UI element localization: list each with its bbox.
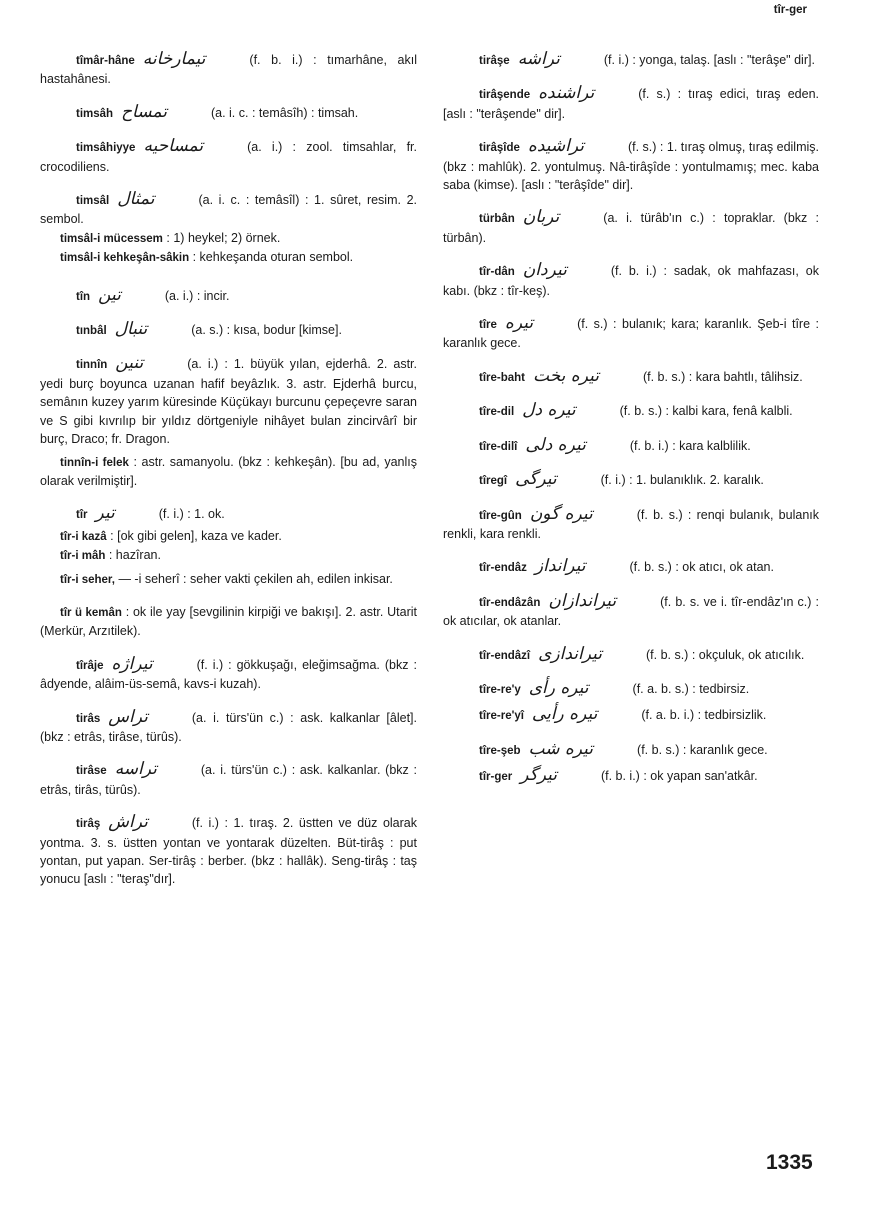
arabic-script: تيراندازان — [548, 590, 617, 611]
dictionary-entry — [443, 557, 819, 577]
definition: (f. i.) : gökkuşağı, eleğimsağma. (bkz : âdyende, alâim-üs-semâ, kavs-i kuzah). — [40, 657, 417, 692]
headword: tirâse — [76, 765, 107, 778]
definition: : 1) heykel; 2) örnek. — [166, 230, 281, 245]
arabic-script: تمساحيه — [143, 136, 204, 157]
left-column — [40, 50, 417, 889]
headword: tirâşîde — [479, 142, 520, 155]
arabic-script: تيره دل — [522, 400, 576, 421]
definition: (a. i. türs'ün c.) : ask. kalkanlar. (bkz : etrâs, tirâs, türûs). — [40, 763, 417, 797]
headword: tîr-i seher, — [60, 573, 115, 586]
headword: tîre-gûn — [479, 509, 522, 522]
headword: tirâs — [76, 712, 101, 725]
dictionary-entry — [40, 546, 417, 565]
headword: tîmâr-hâne — [76, 55, 135, 67]
dictionary-entry — [443, 679, 819, 699]
headword: tîr-ger — [479, 771, 513, 784]
dictionary-entry — [443, 314, 819, 353]
definition: (f. b. i.) : sadak, ok mahfazası, ok kabı. (bkz : tîr-keş). — [443, 264, 819, 298]
arabic-script: تربان — [522, 207, 560, 228]
definition: (f. i.) : yonga, talaş. [aslı : "terâşe" dir]. — [603, 53, 815, 67]
arabic-script: تيره شب — [528, 738, 594, 759]
running-head: tîr-ger — [773, 4, 807, 16]
arabic-script: تيرانداز — [534, 556, 586, 577]
arabic-script: تين — [98, 284, 121, 305]
definition: (a. i.) : 1. büyük yılan, ejderhâ. 2. astr. yedi burç boyunca uzanan hafif beyâzlık. 3. astr. Ejderhâ burcu, semânın kuzey yarım küresinde Küçükayı burcunu çepeçevre saran ve S gibi kıvrılıp bir yıldız dörtgeniyle nihâyet bulan zincirvârî bir burç, Draco; fr. Dragon. — [40, 357, 417, 447]
definition: (f. i.) : 1. bulanıklık. 2. karalık. — [600, 473, 764, 488]
headword: tîre-dil — [479, 406, 515, 419]
right-column — [443, 50, 819, 787]
dictionary-entry — [40, 504, 417, 524]
headword: tirâşe — [479, 55, 510, 67]
headword: tîr-endâzî — [479, 649, 531, 662]
definition: (f. b. i.) : ok yapan san'atkâr. — [600, 769, 758, 784]
definition: (f. s.) : 1. tıraş olmuş, tıraş edilmiş. (bkz : mahlûk). 2. yontulmuş. Nâ-tirâşîde : yontulmamış; mec. kaba saba (kimse). [aslı : "terâşîde" dir]. — [443, 140, 819, 193]
definition: — -i seherî : seher vakti çekilen ah, edilen inkisar. — [118, 571, 393, 586]
dictionary-entry — [40, 137, 417, 176]
definition: : [ok gibi gelen], kaza ve kader. — [110, 528, 282, 543]
headword: tirâşende — [479, 89, 531, 102]
arabic-script: تنين — [115, 353, 144, 374]
arabic-script: تراسه — [114, 759, 157, 780]
definition: (a. i. türâb'ın c.) : topraklar. (bkz : türbân). — [443, 211, 819, 245]
headword: tinnîn — [76, 359, 108, 372]
dictionary-entry — [40, 229, 417, 248]
dictionary-entry — [443, 505, 819, 544]
definition: (f. b. s.) : kara bahtlı, tâlihsiz. — [642, 369, 803, 384]
headword: tîr-endâzân — [479, 596, 541, 609]
dictionary-entry — [40, 320, 417, 340]
headword: tinnîn-i felek — [60, 456, 129, 469]
dictionary-entry — [443, 208, 819, 247]
headword: tîre-şeb — [479, 744, 521, 757]
arabic-script: تنبال — [114, 319, 148, 340]
headword: timsâl-i kehkeşân-sâkin — [60, 252, 190, 265]
arabic-script: تيره گون — [529, 503, 593, 524]
dictionary-entry — [443, 137, 819, 194]
arabic-script: تيره — [504, 313, 534, 334]
dictionary-entry — [40, 603, 417, 641]
headword: timsâl-i mücessem — [60, 232, 163, 245]
definition: (f. b. s. ve i. tîr-endâz'ın c.) : ok atıcılar, ok atanlar. — [443, 594, 819, 629]
arabic-script: تيره بخت — [533, 365, 599, 386]
definition: (a. i. c. : temâsîh) : timsah. — [210, 105, 359, 120]
dictionary-entry — [443, 261, 819, 300]
headword: tirâş — [76, 818, 101, 831]
dictionary-entry — [443, 766, 819, 786]
arabic-script: تير — [95, 503, 115, 524]
definition: (f. s.) : bulanık; kara; karanlık. Şeb-i tîre : karanlık gece. — [443, 317, 819, 351]
definition: (a. i. c. : temâsîl) : 1. sûret, resim. 2. sembol. — [40, 193, 417, 227]
headword: timsâh — [76, 107, 114, 120]
definition: (f. b. s.) : renqi bulanık, bulanık renkli, kara renkli. — [443, 507, 819, 541]
arabic-script: تراش — [108, 812, 148, 833]
definition: (f. a. b. s.) : tedbirsiz. — [632, 681, 750, 696]
dictionary-entry — [40, 760, 417, 799]
definition: (f. b. s.) : ok atıcı, ok atan. — [629, 560, 774, 575]
definition: (f. i.) : 1. ok. — [158, 507, 225, 522]
dictionary-entry — [40, 50, 417, 89]
headword: tîr-endâz — [479, 562, 527, 575]
arabic-script: تيره رأى — [528, 677, 589, 698]
dictionary-entry — [443, 50, 819, 70]
dictionary-entry — [40, 190, 417, 229]
page-number: 1335 — [766, 1151, 813, 1174]
arabic-script: تيرگر — [520, 765, 557, 786]
dictionary-entry — [443, 705, 819, 725]
definition: (f. b. i.) : kara kalblilik. — [629, 438, 751, 453]
definition: : ok ile yay [sevgilinin kirpiği ve bakışı]. 2. astr. Utarit (Merkür, Arzıtilek). — [40, 604, 417, 639]
definition: (a. i.) : zool. timsahlar, fr. crocodiliens. — [40, 140, 417, 174]
headword: tîr ü kemân — [60, 606, 122, 619]
arabic-script: تراشيده — [527, 136, 584, 157]
definition: (a. s.) : kısa, bodur [kimse]. — [191, 323, 342, 338]
dictionary-entry — [40, 248, 417, 267]
headword: tîn — [76, 290, 91, 303]
dictionary-entry — [40, 103, 417, 123]
definition: : hazîran. — [108, 548, 161, 563]
dictionary-entry — [40, 354, 417, 448]
arabic-script: تراس — [108, 706, 148, 727]
dictionary-entry — [443, 84, 819, 123]
headword: tîr-i kazâ — [60, 530, 107, 543]
headword: tîr-dân — [479, 266, 515, 279]
arabic-script: تراشه — [517, 49, 560, 69]
dictionary-entry — [40, 655, 417, 694]
definition: (a. i.) : incir. — [164, 288, 230, 303]
dictionary-entry — [40, 453, 417, 491]
arabic-script: تيره رأيى — [531, 704, 598, 725]
definition: : astr. samanyolu. (bkz : kehkeşân). [bu ad, yanlış olarak verilmiştir]. — [40, 454, 417, 488]
dictionary-entry — [443, 740, 819, 760]
definition: (f. b. s.) : okçuluk, ok atıcılık. — [645, 647, 805, 662]
arabic-script: تيرگى — [515, 469, 557, 490]
dictionary-entry — [443, 645, 819, 665]
headword: tîre-re'y — [479, 683, 521, 696]
definition: (f. s.) : tıraş edici, tıraş eden. [aslı : "terâşende" dir]. — [443, 87, 819, 121]
arabic-script: تيره دلى — [525, 434, 586, 455]
headword: tîrâje — [76, 659, 104, 672]
headword: tîre — [479, 319, 497, 332]
headword: tınbâl — [76, 325, 107, 338]
arabic-script: تيراژه — [111, 653, 153, 674]
headword: timsâhiyye — [76, 142, 136, 155]
dictionary-entry — [443, 470, 819, 490]
definition: (f. b. s.) : kalbi kara, fenâ kalbli. — [619, 404, 793, 419]
headword: tîre-re'yî — [479, 710, 524, 723]
headword: tîre-baht — [479, 371, 525, 384]
arabic-script: تمثال — [117, 189, 155, 210]
dictionary-entry — [40, 813, 417, 889]
dictionary-entry — [443, 367, 819, 387]
headword: türbân — [479, 213, 515, 226]
definition: (f. b. i.) : tımarhâne, akıl hastahânesi. — [40, 53, 417, 87]
headword: tîre-dilî — [479, 440, 518, 453]
dictionary-entry — [40, 570, 417, 589]
definition: (f. a. b. i.) : tedbirsizlik. — [641, 708, 767, 723]
dictionary-entry — [443, 401, 819, 421]
arabic-script: تراشنده — [538, 83, 595, 104]
arabic-script: تيراندازى — [538, 643, 602, 664]
dictionary-entry — [40, 708, 417, 747]
headword: timsâl — [76, 195, 110, 208]
headword: tîregî — [479, 475, 508, 488]
arabic-script: تيمارخانه — [142, 49, 206, 69]
dictionary-entry — [40, 286, 417, 306]
definition: : kehkeşanda oturan sembol. — [192, 250, 354, 265]
arabic-script: تمساح — [121, 101, 167, 122]
definition: (a. i. türs'ün c.) : ask. kalkanlar [âlet]. (bkz : etrâs, tirâse, türûs). — [40, 710, 417, 744]
headword: tîr-i mâh — [60, 550, 106, 563]
definition: (f. i.) : 1. tıraş. 2. üstten ve düz olarak yontma. 3. s. üstten yontan ve yontarak düzelten. Büt-tirâş : put yontan, put yapan. Ser-tirâş : berber. (bkz : hallâk). Seng-tirâş : taş yonucu [aslı : "teraş"dır]. — [40, 816, 417, 887]
dictionary-entry — [40, 527, 417, 546]
definition: (f. b. s.) : karanlık gece. — [637, 742, 768, 757]
headword: tîr — [76, 509, 88, 522]
dictionary-entry — [443, 436, 819, 456]
dictionary-entry — [443, 592, 819, 631]
arabic-script: تيردان — [522, 260, 567, 281]
